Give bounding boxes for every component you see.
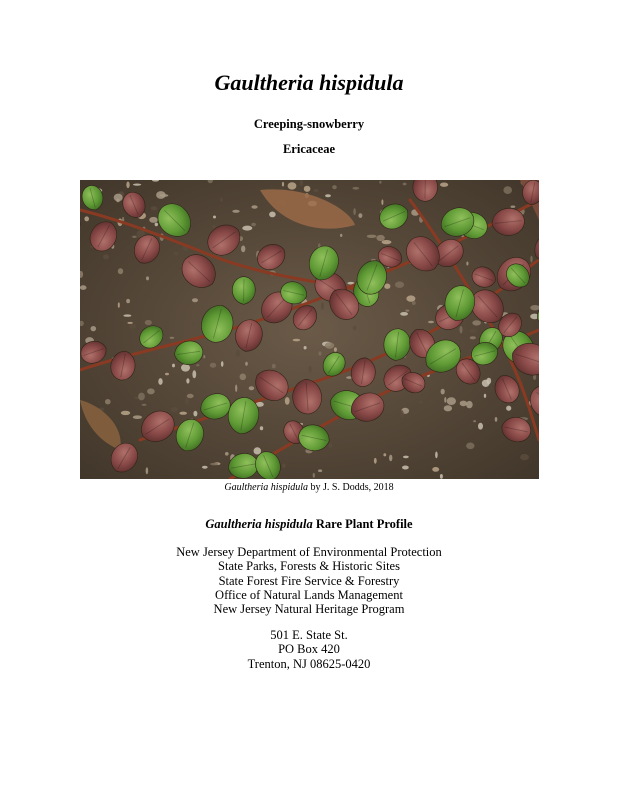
agency-line: State Forest Fire Service & Forestry bbox=[218, 573, 400, 588]
address-block bbox=[0, 628, 618, 671]
plant-photo bbox=[80, 180, 539, 479]
common-name: Creeping-snowberry bbox=[253, 117, 365, 131]
caption-credit: by J. S. Dodds, 2018 bbox=[308, 482, 394, 493]
address-line: Trenton, NJ 08625-0420 bbox=[247, 656, 371, 671]
address-line: 501 E. State St. bbox=[270, 628, 348, 642]
photo-caption bbox=[0, 482, 618, 493]
agency-block bbox=[0, 545, 618, 616]
agency-line: Office of Natural Lands Management bbox=[215, 587, 403, 602]
profile-species: Gaultheria hispidula bbox=[205, 517, 313, 531]
address-line: PO Box 420 bbox=[278, 642, 340, 657]
family-name: Ericaceae bbox=[282, 142, 336, 156]
profile-heading bbox=[0, 517, 618, 532]
agency-line: New Jersey Department of Environmental Protection bbox=[176, 545, 442, 559]
agency-line: New Jersey Natural Heritage Program bbox=[213, 602, 405, 617]
profile-suffix: Rare Plant Profile bbox=[312, 517, 413, 531]
caption-species: Gaultheria hispidula bbox=[224, 482, 309, 493]
agency-line: State Parks, Forests & Historic Sites bbox=[218, 559, 400, 574]
document-title: Gaultheria hispidula bbox=[214, 70, 404, 95]
